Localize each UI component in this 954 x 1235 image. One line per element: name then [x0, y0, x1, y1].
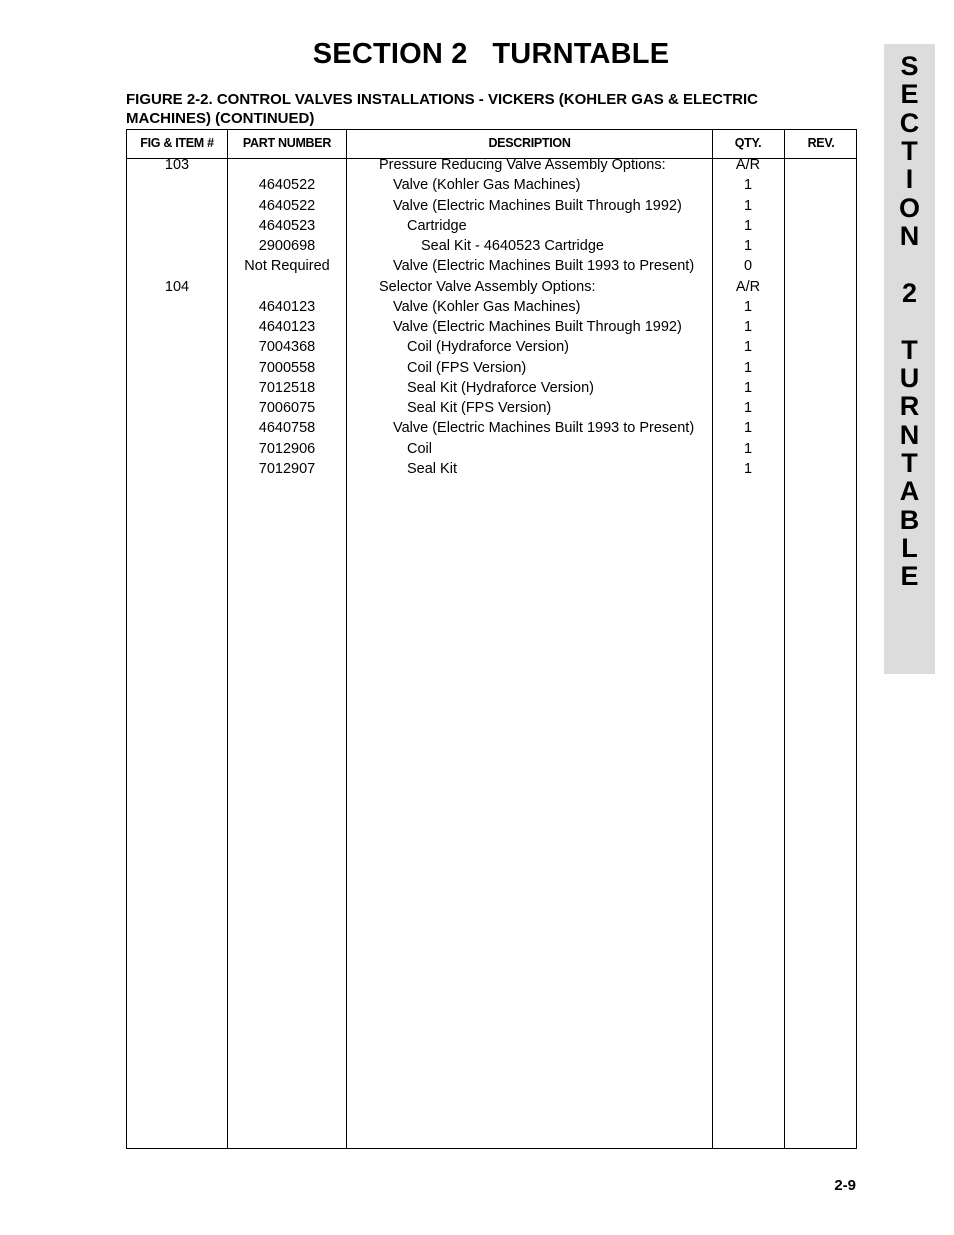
fig-item-cell: [127, 358, 227, 378]
qty-cell: 1: [743, 177, 753, 194]
table-row: [127, 358, 856, 378]
qty-cell: A/R: [735, 157, 761, 173]
part-number-cell: 7012907: [258, 460, 316, 477]
qty-cell: 1: [743, 379, 753, 396]
header-description: DESCRIPTION: [488, 136, 571, 150]
description-cell: Pressure Reducing Valve Assembly Options:: [379, 157, 666, 173]
qty-cell: 1: [743, 217, 753, 234]
part-number-cell: 7012518: [258, 379, 316, 396]
description-cell: Valve (Kohler Gas Machines): [393, 298, 581, 315]
description-cell: Selector Valve Assembly Options:: [379, 278, 596, 295]
qty-cell: 1: [743, 298, 753, 315]
fig-item-cell: [127, 337, 227, 357]
description-cell: Seal Kit (FPS Version): [407, 400, 552, 416]
header-part-number: PART NUMBER: [242, 136, 332, 150]
page-number: 2-9: [834, 1177, 856, 1194]
qty-cell: 1: [743, 197, 753, 214]
fig-item-cell: [127, 439, 227, 459]
table-row: [127, 398, 856, 418]
fig-item-cell: [127, 236, 227, 256]
side-tab-letter: T: [901, 136, 918, 167]
side-tab-letter: 2: [901, 277, 918, 308]
table-row: [127, 196, 856, 216]
description-cell: Valve (Electric Machines Built 1993 to Present): [393, 258, 695, 275]
qty-cell: 0: [743, 258, 753, 275]
part-number-cell: 7006075: [258, 400, 316, 416]
qty-cell: 1: [743, 339, 753, 356]
fig-item-cell: [127, 378, 227, 398]
part-number-cell: [228, 277, 346, 297]
side-tab-letter: N: [899, 221, 920, 252]
side-tab-letter: E: [900, 561, 919, 592]
qty-cell: 1: [743, 460, 753, 477]
part-number-cell: 4640123: [258, 298, 316, 315]
table-row: [127, 236, 856, 256]
part-number-cell: [228, 155, 346, 175]
table-row: [127, 155, 856, 175]
side-tab-letter: T: [901, 447, 918, 478]
part-number-cell: 4640123: [258, 319, 316, 335]
qty-cell: 1: [743, 440, 753, 457]
qty-cell: 1: [743, 420, 753, 437]
qty-cell: A/R: [735, 278, 761, 295]
part-number-cell: 7012906: [258, 440, 316, 457]
side-tab-letter: S: [900, 51, 919, 81]
section-side-tab: [884, 44, 935, 674]
qty-cell: 1: [743, 400, 753, 416]
table-row: [127, 317, 856, 337]
table-row: [127, 175, 856, 195]
fig-item-cell: 104: [164, 278, 190, 295]
side-tab-letter: N: [899, 419, 920, 450]
part-number-cell: Not Required: [244, 258, 330, 275]
table-row: [127, 256, 856, 276]
side-tab-letter: L: [901, 532, 918, 563]
fig-item-cell: [127, 196, 227, 216]
header-rev: REV.: [807, 136, 835, 150]
part-number-cell: 4640522: [258, 197, 316, 214]
part-number-cell: 4640522: [258, 177, 316, 194]
table-row: [127, 378, 856, 398]
table-row: [127, 277, 856, 297]
description-cell: Seal Kit - 4640523 Cartridge: [421, 238, 604, 254]
table-row: [127, 418, 856, 438]
description-cell: Valve (Electric Machines Built Through 1992): [393, 319, 682, 335]
part-number-cell: 4640758: [258, 420, 316, 437]
fig-item-cell: [127, 297, 227, 317]
side-tab-letter: O: [898, 192, 920, 223]
table-row: [127, 337, 856, 357]
part-number-cell: 4640523: [258, 217, 316, 234]
description-cell: Coil: [407, 440, 432, 457]
part-number-cell: 7000558: [258, 359, 316, 376]
description-cell: Seal Kit: [407, 460, 457, 477]
description-cell: Valve (Electric Machines Built Through 1992): [393, 197, 682, 214]
qty-cell: 1: [743, 238, 753, 254]
qty-cell: 1: [743, 359, 753, 376]
side-tab-letter: I: [905, 164, 914, 195]
header-qty: QTY.: [734, 136, 762, 150]
figure-title: FIGURE 2-2. CONTROL VALVES INSTALLATIONS - VICKERS (KOHLER GAS & ELECTRIC MACHINES) (CONTINUED): [126, 91, 758, 127]
side-tab-letter: B: [899, 504, 920, 535]
side-tab-letter: A: [899, 476, 920, 507]
description-cell: Coil (FPS Version): [407, 359, 527, 376]
side-tab-letter: C: [899, 107, 920, 138]
fig-item-cell: [127, 317, 227, 337]
description-cell: Coil (Hydraforce Version): [407, 339, 569, 356]
description-cell: Cartridge: [407, 217, 467, 234]
part-number-cell: 7004368: [258, 339, 316, 356]
description-cell: Valve (Electric Machines Built 1993 to Present): [393, 420, 695, 437]
side-tab-letter: E: [900, 79, 919, 110]
table-row: [127, 459, 856, 479]
part-number-cell: 2900698: [258, 238, 316, 254]
header-fig-item: FIG & ITEM #: [140, 136, 214, 150]
fig-item-cell: [127, 216, 227, 236]
side-tab-letter: U: [899, 362, 920, 393]
qty-cell: 1: [743, 319, 753, 335]
parts-table: [126, 129, 857, 1149]
fig-item-cell: [127, 459, 227, 479]
section-title: SECTION 2 TURNTABLE: [312, 38, 670, 70]
side-tab-letter: R: [899, 391, 920, 422]
table-row: [127, 297, 856, 317]
fig-item-cell: [127, 256, 227, 276]
fig-item-cell: [127, 175, 227, 195]
fig-item-cell: [127, 398, 227, 418]
fig-item-cell: [127, 418, 227, 438]
description-cell: Seal Kit (Hydraforce Version): [407, 379, 594, 396]
table-row: [127, 216, 856, 236]
description-cell: Valve (Kohler Gas Machines): [393, 177, 581, 194]
side-tab-letter: T: [901, 334, 918, 365]
table-row: [127, 439, 856, 459]
fig-item-cell: 103: [164, 157, 190, 173]
